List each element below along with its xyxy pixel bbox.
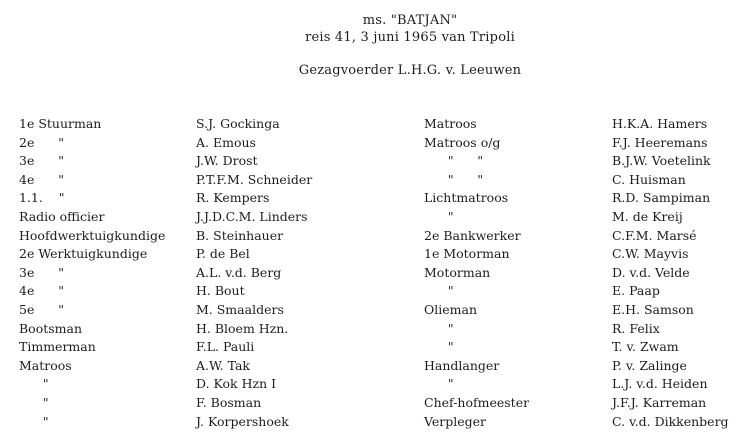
crew-name-right: M. de Kreij — [612, 208, 683, 224]
crew-name-left: H. Bloem Hzn. — [196, 320, 289, 336]
crew-row — [0, 357, 750, 376]
crew-name-right: L.J. v.d. Heiden — [612, 376, 708, 392]
crew-rank-left: " — [19, 376, 49, 392]
crew-rank-right: Matroos — [424, 116, 477, 131]
crew-row — [0, 282, 750, 301]
crew-name-right: E. Paap — [612, 283, 660, 299]
crew-rank-left: " — [19, 394, 49, 410]
crew-name-left: J.W. Drost — [196, 153, 258, 169]
crew-row — [0, 338, 750, 357]
crew-name-right: C. Huisman — [612, 171, 686, 187]
crew-rank-right: 1e Motorman — [424, 246, 510, 262]
crew-rank-right: " " — [424, 171, 484, 187]
voyage-line: reis 41, 3 juni 1965 van Tripoli — [305, 30, 515, 45]
crew-rank-right: " " — [424, 153, 484, 169]
crew-rank-right: Olieman — [424, 301, 477, 317]
crew-name-left: J. Korpershoek — [196, 413, 289, 429]
crew-rank-left: Hoofdwerktuigkundige — [19, 227, 166, 243]
crew-name-right: J.F.J. Karreman — [612, 394, 707, 410]
crew-rank-right: Matroos o/g — [424, 134, 501, 150]
crew-name-left: P.T.F.M. Schneider — [196, 171, 313, 187]
crew-name-left: A. Emous — [196, 134, 256, 150]
crew-row — [0, 134, 750, 153]
crew-rank-right: Chef-hofmeester — [424, 394, 530, 410]
crew-rank-right: Handlanger — [424, 357, 500, 373]
captain-line: Gezagvoerder L.H.G. v. Leeuwen — [298, 63, 522, 78]
crew-row — [0, 264, 750, 283]
crew-rank-left: Timmerman — [19, 339, 96, 355]
crew-rank-left: " — [19, 413, 49, 429]
crew-row — [0, 227, 750, 246]
crew-name-right: C. v.d. Dikkenberg — [612, 413, 729, 429]
crew-name-left: D. Kok Hzn I — [196, 376, 277, 392]
crew-name-right: F.J. Heeremans — [612, 134, 708, 150]
crew-name-right: H.K.A. Hamers — [612, 116, 708, 131]
crew-rank-left: 3e " — [19, 153, 64, 169]
crew-row — [0, 301, 750, 320]
crew-name-left: H. Bout — [196, 283, 245, 299]
crew-rank-right: " — [424, 320, 454, 336]
crew-rank-right: 2e Bankwerker — [424, 227, 521, 243]
crew-row — [0, 115, 750, 134]
crew-rank-left: 1.1. " — [19, 190, 65, 206]
crew-row — [0, 394, 750, 413]
crew-rank-left: 2e Werktuigkundige — [19, 246, 148, 262]
crew-name-right: T. v. Zwam — [612, 339, 679, 355]
crew-name-left: M. Smaalders — [196, 301, 284, 317]
crew-rank-left: 4e " — [19, 283, 64, 299]
crew-name-right: B.J.W. Voetelink — [612, 153, 711, 169]
crew-name-right: C.W. Mayvis — [612, 246, 689, 262]
crew-rank-left: Radio officier — [19, 208, 105, 224]
crew-name-left: J.J.D.C.M. Linders — [196, 208, 308, 224]
crew-rank-right: " — [424, 283, 454, 299]
crew-name-left: B. Steinhauer — [196, 227, 284, 243]
crew-rank-left: 5e " — [19, 301, 64, 317]
crew-name-left: S.J. Gockinga — [196, 116, 280, 131]
crew-row — [0, 320, 750, 339]
crew-rank-right: Motorman — [424, 264, 491, 280]
crew-name-right: D. v.d. Velde — [612, 264, 690, 280]
crew-name-left: F.L. Pauli — [196, 339, 255, 355]
crew-row — [0, 245, 750, 264]
crew-name-right: R. Felix — [612, 320, 660, 336]
crew-name-left: P. de Bel — [196, 246, 250, 262]
crew-name-right: P. v. Zalinge — [612, 357, 687, 373]
crew-name-left: F. Bosman — [196, 394, 262, 410]
crew-name-left: R. Kempers — [196, 190, 270, 206]
crew-table — [0, 115, 750, 431]
crew-rank-left: 1e Stuurman — [19, 116, 102, 131]
crew-rank-left: 2e " — [19, 134, 64, 150]
crew-row — [0, 152, 750, 171]
crew-rank-left: 4e " — [19, 171, 64, 187]
crew-rank-left: Matroos — [19, 357, 72, 373]
crew-rank-left: 3e " — [19, 264, 64, 280]
crew-rank-left: Bootsman — [19, 320, 83, 336]
crew-row — [0, 375, 750, 394]
crew-name-right: E.H. Samson — [612, 301, 694, 317]
crew-row — [0, 208, 750, 227]
crew-rank-right: " — [424, 376, 454, 392]
crew-name-left: A.L. v.d. Berg — [196, 264, 282, 280]
crew-rank-right: " — [424, 208, 454, 224]
crew-row — [0, 189, 750, 208]
ship-name: ms. "BATJAN" — [362, 13, 458, 28]
crew-rank-right: " — [424, 339, 454, 355]
crew-row — [0, 413, 750, 432]
crew-name-right: C.F.M. Marsé — [612, 227, 697, 243]
crew-rank-right: Verpleger — [424, 413, 487, 429]
crew-name-right: R.D. Sampiman — [612, 190, 711, 206]
crew-name-left: A.W. Tak — [196, 357, 251, 373]
crew-row — [0, 171, 750, 190]
crew-rank-right: Lichtmatroos — [424, 190, 509, 206]
